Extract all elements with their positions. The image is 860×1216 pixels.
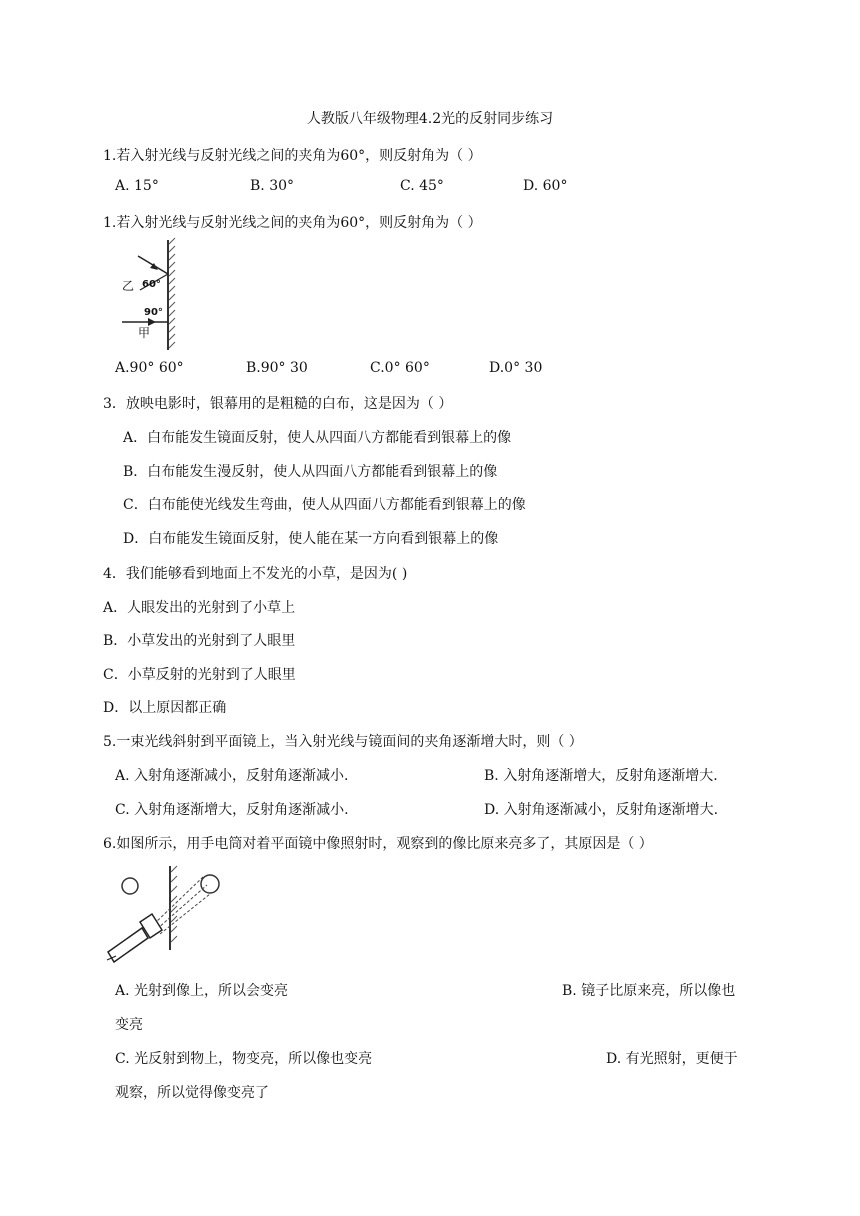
question-6-option-d: D. 有光照射，更便于 bbox=[606, 1051, 738, 1067]
question-4-option-a: A．人眼发出的光射到了小草上 bbox=[103, 600, 296, 616]
question-4-option-b: B．小草发出的光射到了人眼里 bbox=[103, 633, 296, 649]
figure-angle-lower: 90° bbox=[144, 307, 163, 318]
question-1-stem: 1.若入射光线与反射光线之间的夹角为60°，则反射角为（ ） bbox=[103, 148, 482, 164]
question-6-option-b: B. 镜子比原来亮，所以像也 bbox=[562, 983, 736, 999]
question-6-option-c: C. 光反射到物上，物变亮，所以像也变亮 bbox=[115, 1051, 373, 1067]
figure-angle-upper: 60° bbox=[142, 279, 161, 290]
question-6-stem: 6.如图所示，用手电筒对着平面镜中像照射时，观察到的像比原来亮多了，其原因是（ ） bbox=[103, 836, 653, 852]
question-6-option-d-wrap: 观察，所以觉得像变亮了 bbox=[115, 1085, 269, 1101]
question-4-option-d: D．以上原因都正确 bbox=[103, 700, 227, 716]
page-title: 人教版八年级物理4.2光的反射同步练习 bbox=[306, 111, 554, 127]
question-5-option-a: A. 入射角逐渐减小，反射角逐渐减小. bbox=[115, 768, 349, 784]
question-2-option-b: B.90° 30 bbox=[246, 360, 308, 376]
question-5-option-d: D. 入射角逐渐减小，反射角逐渐增大. bbox=[484, 802, 719, 818]
question-6-option-a: A. 光射到像上，所以会变亮 bbox=[115, 983, 289, 999]
question-4-option-c: C．小草反射的光射到了人眼里 bbox=[103, 667, 296, 683]
question-3-stem: 3．放映电影时，银幕用的是粗糙的白布，这是因为（ ） bbox=[103, 396, 453, 412]
question-1-option-b: B. 30° bbox=[250, 178, 295, 194]
figure-label-jia: 甲 bbox=[138, 326, 151, 340]
question-5-stem: 5.一束光线斜射到平面镜上，当入射光线与镜面间的夹角逐渐增大时，则（ ） bbox=[103, 734, 583, 750]
mirror-reflection-figure bbox=[118, 238, 188, 354]
question-1-option-c: C. 45° bbox=[400, 178, 444, 194]
question-3-option-d: D．白布能发生镜面反射，使人能在某一方向看到银幕上的像 bbox=[123, 531, 499, 547]
question-3-option-b: B．白布能发生漫反射，使人从四面八方都能看到银幕上的像 bbox=[123, 464, 498, 480]
question-2-option-c: C.0° 60° bbox=[370, 360, 430, 376]
question-2-stem: 1.若入射光线与反射光线之间的夹角为60°，则反射角为（ ） bbox=[103, 215, 482, 231]
question-1-option-d: D. 60° bbox=[523, 178, 568, 194]
figure-label-yi: 乙 bbox=[122, 279, 135, 293]
question-5-option-b: B. 入射角逐渐增大，反射角逐渐增大. bbox=[484, 768, 718, 784]
question-4-stem: 4．我们能够看到地面上不发光的小草，是因为( ) bbox=[103, 566, 408, 582]
question-3-option-a: A．白布能发生镜面反射，使人从四面八方都能看到银幕上的像 bbox=[123, 430, 512, 446]
question-3-option-c: C．白布能使光线发生弯曲，使人从四面八方都能看到银幕上的像 bbox=[123, 497, 526, 513]
question-5-option-c: C. 入射角逐渐增大，反射角逐渐减小. bbox=[115, 802, 349, 818]
question-2-option-d: D.0° 30 bbox=[489, 360, 543, 376]
question-2-option-a: A.90° 60° bbox=[115, 360, 184, 376]
flashlight-mirror-figure bbox=[104, 864, 224, 964]
question-6-option-b-wrap: 变亮 bbox=[115, 1017, 143, 1033]
question-1-option-a: A. 15° bbox=[115, 178, 159, 194]
